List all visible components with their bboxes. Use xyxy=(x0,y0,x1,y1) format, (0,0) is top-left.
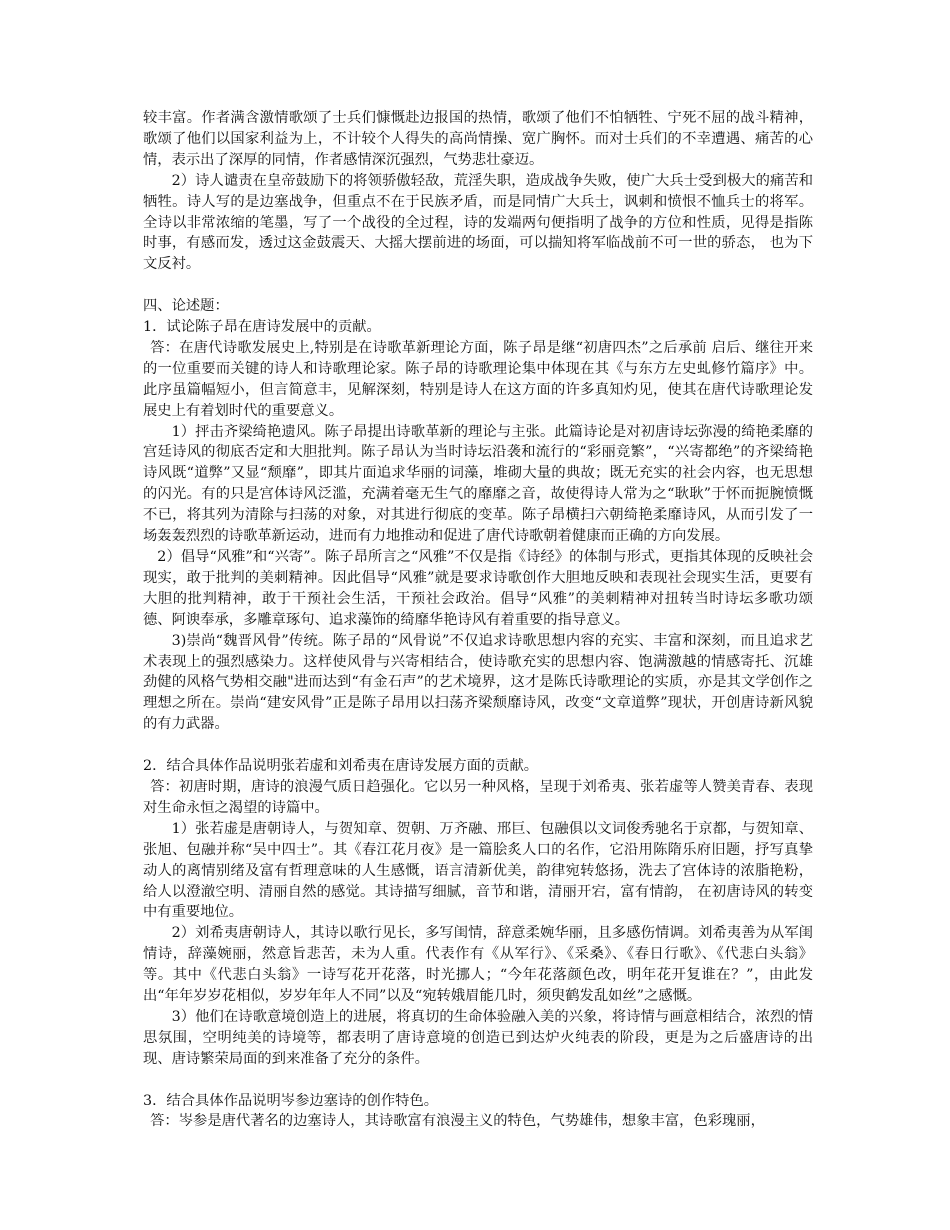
document-page xyxy=(143,108,813,1132)
question-2-point-3: 3）他们在诗歌意境创造上的进展，将真切的生命体验融入美的兴象，将诗情与画意相结合，浓烈的情思氛围，空明纯美的诗境等，都表明了唐诗意境的创造已到达炉火纯表的阶段，更是为之后盛唐诗的出现、唐诗繁荣局面的到来准备了充分的条件。 xyxy=(143,1008,813,1067)
spacer xyxy=(143,1070,813,1091)
section-heading: 四、论述题： xyxy=(143,298,229,315)
question-1-point-1: 1）抨击齐梁绮艳遗风。陈子昂提出诗歌革新的理论与主张。此篇诗论是对初唐诗坛弥漫的绮艳柔靡的宫廷诗风的彻底否定和大胆批判。陈子昂认为当时诗坛沿袭和流行的“彩丽竞繁”，“兴寄都绝”的齐梁绮艳诗风既“道弊”又显“颓靡”，即其片面追求华丽的词藻，堆砌大量的典故；既无充实的社会内容，也无思想的闪光。有的只是宫体诗风泛滥，充满着毫无生气的靡靡之音，故使得诗人常为之“耿耿”于怀而扼腕愤慨不已，将其列为清除与扫荡的对象，对其进行彻底的变革。陈子昂横扫六朝绮艳柔靡诗风，从而引发了一场轰轰烈烈的诗歌革新运动，进而有力地推动和促进了唐代诗歌朝着健康而正确的方向发展。 xyxy=(143,423,813,545)
question-1-point-3: 3)崇尚“魏晋风骨”传统。陈子昂的“风骨说”不仅追求诗歌思想内容的充实、丰富和深刻，而且追求艺术表现上的强烈感染力。这样使风骨与兴寄相结合，使诗歌充实的思想内容、饱满激越的情感寄托、沉雄劲健的风格气势相交融"进而达到“有金石声”的艺术境界，这才是陈氏诗歌理论的实质，亦是其文学创作之理想之所在。崇尚“建安风骨”正是陈子昂用以扫荡齐梁颓靡诗风，改变“文章道弊”现状，开创唐诗新风貌的有力武器。 xyxy=(143,632,813,733)
question-2-answer-intro: 答：初唐时期，唐诗的浪漫气质日趋强化。它以另一种风格，呈现于刘希夷、张若虚等人赞美青春、表现对生命永恒之渴望的诗篇中。 xyxy=(143,778,813,816)
question-3-answer-intro: 答：岑参是唐代著名的边塞诗人，其诗歌富有浪漫主义的特色，气势雄伟，想象丰富，色彩瑰丽， xyxy=(150,1113,765,1130)
question-1-point-2: 2）倡导“风雅”和“兴寄”。陈子昂所言之“风雅”不仅是指《诗经》的体制与形式，更指其体现的反映社会现实，敢于批判的美刺精神。因此倡导“风雅”就是要求诗歌创作大胆地反映和表现社会现实生活，更要有大胆的批判精神，敢于干预社会生活，干预社会政治。倡导“风雅”的美刺精神对扭转当时诗坛多歌功颂德、阿谀奉承，多雕章琢句、追求藻饰的绮靡华艳诗风有着重要的指导意义。 xyxy=(143,549,813,628)
spacer xyxy=(143,735,813,756)
question-2: 2．结合具体作品说明张若虚和刘希夷在唐诗发展方面的贡献。 xyxy=(143,758,539,775)
paragraph-continuation: 较丰富。作者满含激情歌颂了士兵们慷慨赴边报国的热情，歌颂了他们不怕牺牲、宁死不屈的战斗精神，歌颂了他们以国家利益为上，不计较个人得失的高尚情操、宽广胸怀。而对士兵们的不幸遭遇、痛苦的心情，表示出了深厚的同情，作者感情深沉强烈，气势悲壮豪迈。 xyxy=(143,110,813,168)
question-1: 1．试论陈子昂在唐诗发展中的贡献。 xyxy=(143,319,381,336)
question-2-point-1: 1）张若虚是唐朝诗人，与贺知章、贺朝、万齐融、邢巨、包融俱以文词俊秀驰名于京都，与贺知章、张旭、包融并称“吴中四士”。其《春江花月夜》是一篇脍炙人口的名作，它沿用陈隋乐府旧题，抒写真挚动人的离情别绪及富有哲理意味的人生感慨，语言清新优美，韵律宛转悠扬，洗去了宫体诗的浓脂艳粉，给人以澄澈空明、清丽自然的感觉。其诗描写细腻，音节和谐，清丽开宕，富有情韵， 在初唐诗风的转变中有重要地位。 xyxy=(143,820,813,921)
question-2-point-2: 2）刘希夷唐朝诗人，其诗以歌行见长，多写闺情，辞意柔婉华丽，且多感伤情调。刘希夷善为从军闺情诗，辞藻婉丽，然意旨悲苦，未为人重。代表作有《从军行》、《采桑》、《春日行歌》、《代悲白头翁》等。其中《代悲白头翁》一诗写花开花落，时光挪人；“今年花落颜色改，明年花开复谁在？”，由此发出“年年岁岁花相似，岁岁年年人不同”以及“宛转娥眉能几时，须臾鹤发乱如丝”之感慨。 xyxy=(143,925,813,1005)
paragraph-point-2-previous: 2）诗人谴责在皇帝鼓励下的将领骄傲轻敌，荒淫失职，造成战争失败，使广大兵士受到极大的痛苦和牺牲。诗人写的是边塞战争，但重点不在于民族矛盾，而是同情广大兵士，讽刺和愤恨不恤兵士的将军。全诗以非常浓缩的笔墨，写了一个战役的全过程，诗的发端两句便指明了战争的方位和性质，见得是指陈时事，有感而发，透过这金鼓震天、大摇大摆前进的场面，可以揣知将军临战前不可一世的骄态， 也为下文反衬。 xyxy=(143,172,813,273)
question-3: 3．结合具体作品说明岑参边塞诗的创作特色。 xyxy=(143,1092,439,1109)
question-1-answer-intro: 答：在唐代诗歌发展史上,特别是在诗歌革新理论方面，陈子昂是继“初唐四杰”之后承前 启后、继往开来的一位重要而关键的诗人和诗歌理论家。陈子昂的诗歌理论集中体现在其《与东方左史虬修竹篇序》中。此序虽篇幅短小，但言简意丰，见解深刻，特别是诗人在这方面的许多真知灼见，使其在唐代诗歌理论发展史上有着划时代的重要意义。 xyxy=(143,339,813,419)
spacer xyxy=(143,275,813,296)
